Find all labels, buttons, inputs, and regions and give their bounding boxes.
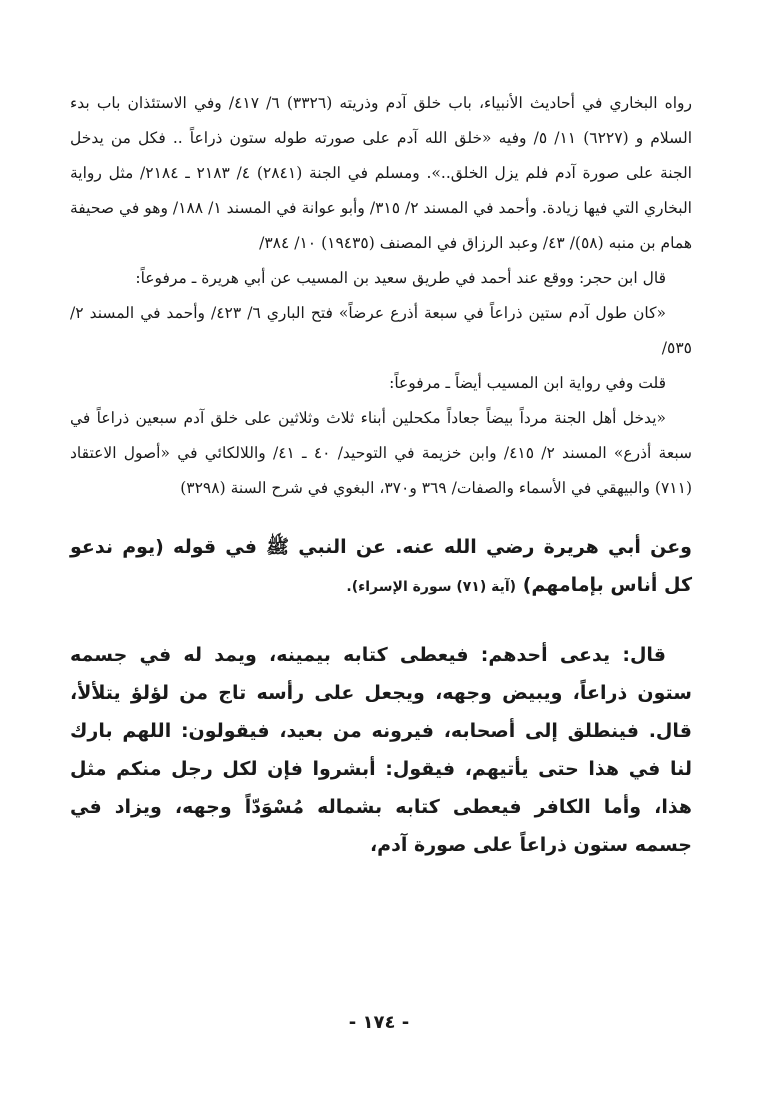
footnote-bukhari: رواه البخاري في أحاديث الأنبياء، باب خلق آدم وذريته (٣٣٢٦) ٦/ ٤١٧/ وفي الاستئذان باب بدء السلام و (٦٢٢٧) ١١/ ٥/ وفيه «خلق الله آدم على صورته طوله ستون ذراعاً .. فكل من يدخل الجنة على صورة آدم فلم يزل الخلق..». ومسلم في الجنة (٢٨٤١) ٤/ ٢١٨٣ ـ ٢١٨٤/ مثل رواية البخاري التي فيها زيادة. وأحمد في المسند ٢/ ٣١٥/ وأبو عوانة في المسند ١/ ١٨٨/ وهو في صحيفة همام بن منبه (٥٨)/ ٤٣/ وعبد الرزاق في المصنف (١٩٤٣٥) ١٠/ ٣٨٤/ xyxy=(70,94,692,252)
narration-paragraph xyxy=(70,528,692,606)
hadith-main-paragraph: قال: يدعى أحدهم: فيعطى كتابه بيمينه، ويمد له في جسمه ستون ذراعاً، ويبيض وجهه، ويجعل على رأسه تاج من لؤلؤ يتلألأ، قال. فينطلق إلى أصحابه، فيرونه من بعيد، فيقولون: اللهم بارك لنا في هذا حتى يأتيهم، فيقول: أبشروا فإن لكل رجل منكم مثل هذا، وأما الكافر فيعطى كتابه بشماله مُسْوَدّاً وجهه، ويزاد في جسمه ستون ذراعاً على صورة آدم، xyxy=(70,644,692,856)
footnote-ibn-hajar: قال ابن حجر: ووقع عند أحمد في طريق سعيد بن المسيب عن أبي هريرة ـ مرفوعاً: xyxy=(135,269,666,287)
narration-text: وعن أبي هريرة رضي الله عنه. عن النبي ﷺ في قوله (يوم ندعو كل أناس بإمامهم) xyxy=(70,536,692,596)
narration-ref: (آية (٧١) سورة الإسراء). xyxy=(346,579,517,595)
footnote-qultu: قلت وفي رواية ابن المسيب أيضاً ـ مرفوعاً: xyxy=(389,374,666,392)
footnote-hadith-width: «كان طول آدم ستين ذراعاً في سبعة أذرع عرضاً» فتح الباري ٦/ ٤٢٣/ وأحمد في المسند ٢/ ٥٣٥/ xyxy=(70,304,692,357)
footnote-hadith-jannah: «يدخل أهل الجنة مرداً بيضاً جعاداً مكحلين أبناء ثلاث وثلاثين على خلق آدم سبعين ذراعاً في سبعة أذرع» المسند ٢/ ٤١٥/ وابن خزيمة في التوحيد/ ٤٠ ـ ٤١/ واللالكائي في «أصول الاعتقاد (٧١١) والبيهقي في الأسماء والصفات/ ٣٦٩ و٣٧٠، البغوي في شرح السنة (٣٢٩٨) xyxy=(70,409,693,497)
page-number: - ١٧٤ - xyxy=(348,1012,410,1033)
page-body xyxy=(70,86,692,864)
